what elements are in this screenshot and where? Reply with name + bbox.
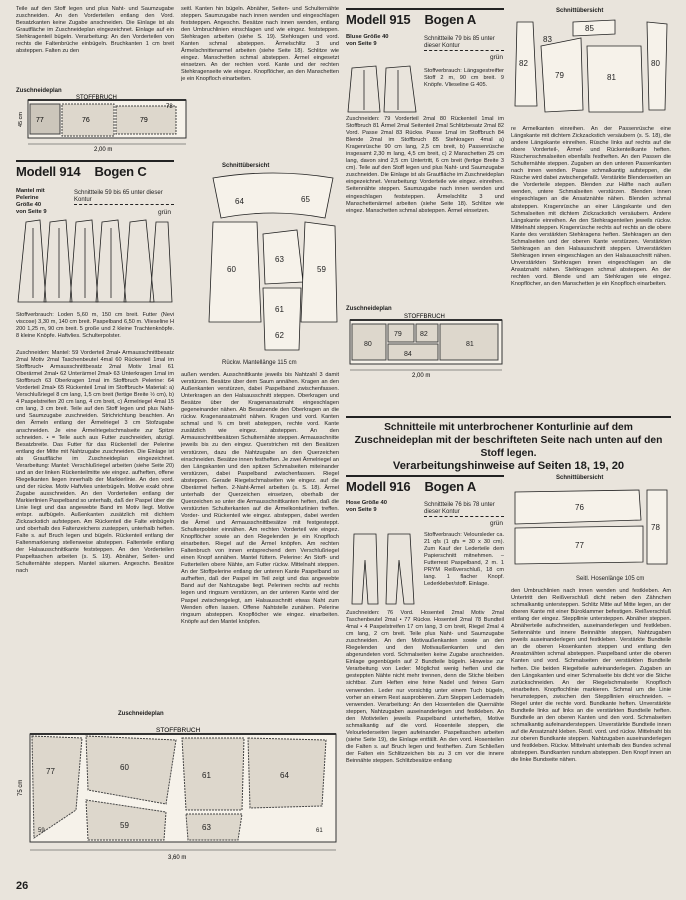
svg-text:63: 63 (202, 823, 211, 832)
dim-200b: 2,00 m (412, 373, 431, 379)
cutting-layout-915b (346, 314, 506, 378)
col3-lower-body: Zuschneiden: 76 Vord. Hosenteil 2mal Motiv 2mal Taschenbeutel 2mal • 77 Rückw. Hosenteil 2mal 78 Bundteil 4mal • 4 Paspelstreifen 17 cm lang, 3 cm breit, Riegel 2mal 4 cm lang, 2 cm breit. Teile plus Naht- und Saumzugabe zuschneiden. An den Motivaußenkanten sowie an den Riegelenden und den Motivaußenkanten und den abgerundeten vord. Schmalseiten keine Zugabe anschneiden. Einlage gegenbügeln auf 2 Bundteile bügeln. Hinweise zur Verarbeitung von Leder: Möglichst wenig heften und die gesteppten Nähte nicht mehr trennen, denn die Stiche bleiben sichtbar. Zum Heften eine feine Nadel und feines Garn verwenden. Leder nur vorsichtig unter einem Tuch bügeln, vorher an einem Rest ausprobieren. Zum Steppen Ledernadeln verwenden. Verarbeitung: An den Hosenteilen die Quernähte steppen, Nahtzugaben auseinanderlegen und festkleben. An den Motivteilen jeweils Paspelband unterheften, Motive schmalkantig auf die vord. Hosenteile steppen, die Velourlederseiten liegen aufeinander. Paspeltaschen arbeiten (siehe Seite 19), die Einlage entfällt. An den vord. Hosenteilen die Falten s. auf Bruch legen und festheften. Zum Schließen der Falten ein Schlitzzeichen bis zu 3 cm vor die innere Beinnähte steppen. Schlitzbesätze entlang (346, 610, 504, 764)
svg-text:76: 76 (575, 503, 584, 512)
processing-banner: Verarbeitungshinweise auf Seiten 18, 19, 20 (392, 460, 625, 472)
svg-text:61: 61 (316, 828, 323, 834)
schnittuebersicht-label-1: Schnittübersicht (222, 163, 270, 169)
zuschneideplan-label-1: Zuschneideplan (16, 88, 62, 94)
stoffbruch-text-3: STOFFBRUCH (404, 314, 445, 320)
stoffbruch-text-2: STOFFBRUCH (156, 727, 201, 734)
cutting-banner: Schnitteile mit unterbrochener Konturlinie auf dem Zuschneideplan mit der beschrifteten Seite nach unten auf den Stoff legen. (346, 416, 671, 460)
model-915-color: grün (490, 54, 504, 61)
model-915-bogen: Bogen A (424, 12, 477, 27)
model-916-desc: Hose Größe 40 von Seite 9 (346, 500, 387, 513)
model-916-header (346, 475, 504, 494)
svg-text:81: 81 (466, 341, 474, 348)
zuschneideplan-label-2: Zuschneideplan (118, 711, 164, 717)
zuschneideplan-label-3: Zuschneideplan (346, 306, 392, 312)
svg-text:76: 76 (82, 117, 90, 124)
svg-text:61: 61 (275, 305, 284, 314)
model-915-sketches (346, 62, 422, 116)
svg-text:59: 59 (38, 828, 45, 834)
model-916-bogen: Bogen A (424, 479, 477, 494)
model-914-color: grün (158, 209, 172, 216)
model-916-color: grün (490, 520, 504, 527)
model-916-sketches (346, 530, 422, 608)
col1-body: Zuschneiden: Mantel: 59 Vorderteil 2mal• Armausschnittbesatz 2mal Motiv 2mal Taschenbeutel 4mal 60 Rückenteil 1mal im Stoffbruch• Armausschnittbesatz 2mal Motiv 1mal 61 Oberärmel 2mal• 62 Unterärmel 2mal• 63 Unterkragen 1mal im Stoffbruch 63 Oberkragen 1mal im Stoffbruch Pelerine: 64 Vorderteil 2mal• 65 Rückenteil 1mal im Stoffbruch• Material: a) Verschlußriegel 8 cm lang, 1,5 cm breit (fertige Breite ½ cm), b) 4 Paspelstreifen 20 cm lang, 4 cm breit, c) Ärmelriegel 4mal 15 cm lang, 3 cm breit. Teile auf den Stoff legen und plus Naht- und Saumzugabe zuschneiden. Strichrichtung beachten. An den Ärmeln entlang der Ärmelriegel 3 cm Stofzugabe anschneiden. Je eine Ärmelriegelschmalseite zur Spitze schneiden. • = Teile auch aus Futter zuschneiden, abzügl. Besatzbreite. Das Futter für das Rückenteil der Pelerine entlang der Mitte mit Nahtzugabe zuschneiden. Die Einlage ist als Grautfläche im Zuschneideplan eingezeichnet. Verarbeitung: Mantel: Verschlußriegel arbeiten (siehe Seite 20) und an der linken Rückenteilmitte wie eingez. aufheften, offene Riegelkanten liegen innerhalb der Markierlinie. An den vord. und der rückw. Motiv Haftvlies unterbügeln. Motive exakt ohne Zugabe ausschneiden. An den Vorderteilen entlang der Markierlinien Paspelband so unterhalb, daß der Paspel über die Linie liegt und das angewebte Band im Motiv liegt. Motive entspr. aufbügeln. Außenkanten zusätzlich mit dichtem Zickzackstich aufsteppen. Am Rückenteil die Falte einbügeln und oberhalb des Faltenzeichens zusteppen, unterhalb heften. Falte s. auf Bruch legen und bügeln. Rückenteil entlang der Faltenmarkierung stellenweise absteppen. Faltenteile entlang der Halsausschnittkante feststeppen. An den Vorderteilen Paspeltaschen arbeiten (s. S. 19). Abnäher, Seiten- und Schulternähte steppen. Mantel säumen. Angeschn. Besätze nach (16, 350, 174, 575)
model-914-sketches (16, 218, 174, 306)
svg-text:82: 82 (420, 331, 428, 338)
svg-text:64: 64 (280, 771, 289, 780)
model-914-number: Modell 914 (16, 164, 81, 179)
svg-text:80: 80 (651, 59, 660, 68)
schnittuebersicht-label-2: Schnittübersicht (556, 8, 604, 14)
pattern-overview-915 (511, 16, 671, 124)
col3-lower-material: Stoffverbrauch: Veloursleder ca. 21 qfs (1 qfs = 30 x 30 cm). Zum Kauf der Lederteile dem Papierschnitt mitnehmen. – Futterrest Paspelband, 2 m. 1 PRYM Reißverschluß, 18 cm lang. 1 flacher Knopf. Lederkleber/stoff. Einlage. (424, 532, 504, 588)
col2-body: außen wenden. Ausschnittkante jeweils bis Nahtzahl 3 damit verstürzen. Besätze über dem Saum annähen. Kragen an den Außenkanten verstürzen, dabei Paspelband zwischenfassen. Unterkragen an den Halsausschnitt steppen. Oberkragen und Besätze über der Kragenansatznaht eingeschlagen gegeneinander nähen. Ab Besatzende den Oberkragen an die rückw. Kragenansatznaht nähen. Kragen und vord. Kanten schmal und ¾ cm breit absteppen, rechte vord. Kante zusätzlich wie eingez. absteppen. An den Armausschnittbesätzen Schulternähte steppen. Armausschnitte jeweils bis zu den eingez. Querstrichen mit den Besätzen verstürzen, dazu die Nahtzugabe an den Querzeichen einschneiden. Besätze innen festheften. Je zwei Ärmelriegel an den Längskanten und den spitzen Schmalseiten miteinander verstürzen, dabei Paspelband zwischenfassen. Riegel absteppen. Gerade Riegelschmalseiten wie eingez. auf die Oberärmel heften. 2-Naht-Ärmel arbeiten (s. S. 18). Ärmel unterhalb der Querzeichen einsetzen, oberhalb der Querzeichen so unter die Armausschnittkanten heften, daß die verstürzten Schulterkanten auf die Ärmelkonturlinien treffen. Vorder- und Rückenteil wie eingez. absteppen, dabei werden die Ärmel und Armausschnittbesätze mit festgesteppt. Schulterpolster einnähen. Am rechten Vorderteil wie eingez. Knopflöcher sowie an den Riegelenden je ein Knopfloch einarbeiten. Riegel auf die Ärmel knöpfen. Am rechten Faltenbruch von innen entsprechend dem Verschlußriegel einen Knopf annähen. Mantel füttern. Pelerine: An Stoff- und Futterteilen obere Nähte, am Futter rückw. Mittelnaht steppen. An der Stoffpelerine entlang der unteren Kante Paspelband so aufheften, daß der Paspel im Teil zeigt und das angewebte Band auf der Nahtzugabe liegt. Pelerinen rechts auf rechts legen und ringsum verstürzen, an der unteren Kante wird der Paspel zwischengelegt, am Halsausschnitt etwas Naht zum Wenden offen lassen. Offene Nahtstelle zunähen. Pelerine ringsum absteppen. Knopflöcher wie eingez. einarbeiten. Knöpfe auf den Mantel knöpfen. (181, 372, 339, 625)
model-914-header (16, 160, 174, 179)
svg-text:82: 82 (519, 59, 528, 68)
svg-text:79: 79 (394, 331, 402, 338)
col4-lower-text: den Umbruchlinien nach innen wenden und festkleben. Am Untertritt den Reißverschluß dicht neben den Zähnchen schmalkantig untersteppen. Schlitz Mitte auf Mitte legen, an der oberen Kante mit einer Büroklammer befestigen. Reißverschluß entlang der eingez. Steppllinie untersteppen. Abnäher steppen. Abnäherteile aufschneiden, auseinanderlegen und festkleben. Seitennähte und innere Beinnähte steppen, Nahtzugaben jeweils auseinanderlegen und festkleben. Verstärkte Bundteile an die oberen Hosenkanten steppen und entlang den Ansatznähten schmal absteppen. Paspelband unter die oberen Kanten und vord. Schmalseiten der verstärkten Bundteile heften. Die beiden Riegelteile aufeinanderlegen. Zugaben an den Längskanten und einer Schmalseite bis dicht vor die Stiche zurückschneiden. An der Riegelschmalseite Knopfloch einarbeiten. Knopflochlinie markieren. Schmal um die Linie herumsteppen, zwischen den Steppllinien einschneiden. – Riegel unter die rechte vord. Bundkante heften. Unverstärkte Bundteile links auf links an die verstärkten Bundteile heften. Bundteile an den oberen Kanten und den vord. Schmalseiten schmalkantig aufeinandersteppen. Unverstärkte Bundteile innen auf die Ansatznaht kleben. Restl. vord. und rückw. Mittelnaht bis zur oberen Bundkante steppen. Nahtzugaben auseinanderlegen und festkleben. Rückw. Mittelnaht unterhalb des Bundes schmal absteppen. Bundkanten rundum absteppen. Den Knopf innen an die linke Bundseite nähen. (511, 588, 671, 764)
svg-text:61: 61 (202, 771, 211, 780)
svg-text:78: 78 (166, 104, 173, 110)
dim-200: 2,00 m (94, 147, 113, 153)
col4-top-text: re Ärmelkanten einreihen. An der Passenrüsche eine Längskante mit dichtem Zickzackstich versäubern (s. S. 18), die andere Längskante einreihen. Rüsche links auf rechts auf die obere Vorderteil-, Ärmel- und Rückenteilkante heften. Rüschenschmalseiten ebenfalls festheften. An den Passen die Schulternähte steppen. Zugaben an den unteren Passenkanten nach innen wenden. Passe schmalkantig aufsteppen, die Rüsche wird dabei zwischengefaßt. Verstärkte Blendenseiten an die Vorderteile steppen. Blenden zur Hälfte nach außen wenden, untere Schmalseiten verstürzen. Blenden innen eingeschlagen an die Ansatznähte nähen. Blenden schmal absteppen. Kragenrüsche an einer Längskante und den Schmalseiten mit dichtem Zickzackstich versäubern. Andere Längskante einreihen. An den Stehkragenteilen jeweils rückw. Mittelnaht steppen. Kragenrüsche rechts auf rechts an die obere Kante des verstärkten Stehkragens heften. Stehkragen an den Schmalseiten und der oberen Kante verstürzen. Verstärkten Stehkragen an den Halsausschnitt steppen. Unverstärkten Stehkragen innen eingeschlagen an den Halsausschnitt nähen. Unverstärkten Stehkragen innen eingeschlagen an die Ansatznaht nähen. Stehkragen schmal absteppen. An der rechten vord. Blende und am Stehkragen wie eingez. Knopflöcher, an den Manschetten je ein Knopfloch einarbeiten. (511, 126, 671, 288)
model-915-cut-note: Schnittteile 79 bis 85 unter dieser Kontur (424, 36, 504, 51)
pattern-overview-916 (511, 484, 671, 574)
page-number: 26 (16, 880, 29, 892)
svg-text:77: 77 (575, 541, 584, 550)
svg-text:80: 80 (364, 341, 372, 348)
col3-material: Stoffverbrauch: Längsgestreifter Stoff 2 m, 90 cm breit. 9 Knöpfe. Vlieseline G 405. (424, 68, 504, 89)
svg-text:84: 84 (404, 351, 412, 358)
svg-text:65: 65 (301, 195, 310, 204)
model-915-desc: Bluse Größe 40 von Seite 9 (346, 34, 389, 47)
svg-text:77: 77 (36, 117, 44, 124)
dim-75: 75 cm (18, 779, 24, 796)
svg-text:79: 79 (555, 71, 564, 80)
model-914-bogen: Bogen C (94, 164, 147, 179)
stoffbruch-text: STOFFBRUCH (76, 95, 117, 101)
svg-text:60: 60 (120, 763, 129, 772)
col2-top-text: seitl. Kanten hin bügeln. Abnäher, Seiten- und Schulternähte steppen. Saumzugabe nach innen wenden und eingeschlagen feststeppen. Angeschn. Besätze nach innen wenden, entlang den Umbruchlinien einschlagen und wie eingez. feststeppen. Stehkragen arbeiten (siehe S. 19). Stehkragen und vord. Kanten schmal absteppen. Ärmelschlitz 3 und Ärmelschnittenarmel arbeiten (siehe Seite 18). Schlitze wie eingez. Manschetten schmal absteppen. Ärmel eingesetzt einsetzen. An der rechten vord. Kante und der rechten Stehkragenseite wie eingez. Knopflöcher, an den Manschetten je ein Knopfloch einarbeiten. (181, 6, 339, 83)
svg-text:77: 77 (46, 767, 55, 776)
svg-text:63: 63 (275, 255, 284, 264)
dim-360: 3,60 m (168, 855, 187, 861)
model-914-desc: Mantel mit Pelerine Größe 40 von Seite 9 (16, 188, 47, 215)
svg-text:59: 59 (317, 265, 326, 274)
rueck-mantel-label: Rückw. Mantellänge 115 cm (222, 360, 297, 366)
svg-text:59: 59 (120, 821, 129, 830)
model-915-number: Modell 915 (346, 12, 411, 27)
seitl-hose-label: Seitl. Hosenlänge 105 cm (576, 576, 645, 582)
svg-text:64: 64 (235, 197, 244, 206)
col1-top-text: Teile auf den Stoff legen und plus Naht- und Saumzugabe zuschneiden. An den Vorderteilen entlang den Vord. Besatzkanten keine Zugabe anschneiden. Die Einlage ist als Grautfläche im Zuschneideplan eingezeichnet. Einlage auf ein Stehkragenteil bügeln. Verarbeitung: An den Vorderteilen von rechts die Faltenbrüche einbügeln. Bruchkanten 1 cm breit absteppen. Falten zu den (16, 6, 174, 55)
pattern-overview-914 (205, 172, 341, 358)
svg-text:81: 81 (607, 73, 616, 82)
col1-material: Stoffverbrauch: Loden 5,60 m, 150 cm breit. Futter (Nevi viscose) 3,30 m, 140 cm breit. Paspelband 6,50 m. Vlieseline H 200 1,25 m, 90 cm breit. 5 große und 2 kleine Trachtenknöpfe. 8 kleine Knöpfe. Haftvlies. Schulterpolster. (16, 312, 174, 340)
schnittuebersicht-label-3: Schnittübersicht (556, 475, 604, 481)
model-914-cut-note: Schnittteile 59 bis 65 unter dieser Kontur (74, 190, 174, 205)
dim-45: 45 cm (18, 112, 24, 127)
cutting-layout-914 (16, 720, 342, 860)
model-916-number: Modell 916 (346, 479, 411, 494)
svg-text:62: 62 (275, 331, 284, 340)
model-915-header (346, 8, 504, 27)
col3-body: Zuschneiden: 79 Vorderteil 2mal 80 Rückenteil 1mal im Stoffbruch 81 Ärmel 2mal Seitenteil 2mal Schlitzbesatz 2mal 82 Vord. Passe 2mal 83 Rückw. Passe 1mal im Stoffbruch 84 Blende 2mal im Stoffbruch 85 Stehkragen 4mal a) Kragenrüsche 90 cm lang, 2,5 cm breit, b) Passenrüsche insgesamt 2,30 m lang, 4,5 cm breit, c) 2 Manschetten 25 cm lang, davon sind 2,5 cm Untertritt, 6 cm breit (fertige Breite 3 cm). Teile auf den Stoff legen und plus Naht- und Saumzugabe zuschneiden. Die Einlage ist als Grautfläche im Zuschneideplan eingezeichnet. Verarbeitung: Vorderteile wie eingez. einreihen. Seitennähte steppen. Saumzugabe nach innen wenden und eingeschlagen feststeppen. Ärmelschlitz 3 und Manschettenärmel arbeiten (siehe Seite 18). Schlitze wie eingez. Manschetten schmal absteppen. Ärmel einsetzen. (346, 116, 504, 214)
svg-text:85: 85 (585, 24, 594, 33)
svg-text:60: 60 (227, 265, 236, 274)
svg-text:83: 83 (543, 35, 552, 44)
cutting-layout-915 (16, 96, 192, 154)
svg-text:79: 79 (140, 117, 148, 124)
model-916-cut-note: Schnittteile 76 bis 78 unter dieser Kontur (424, 502, 504, 517)
svg-text:78: 78 (651, 523, 660, 532)
